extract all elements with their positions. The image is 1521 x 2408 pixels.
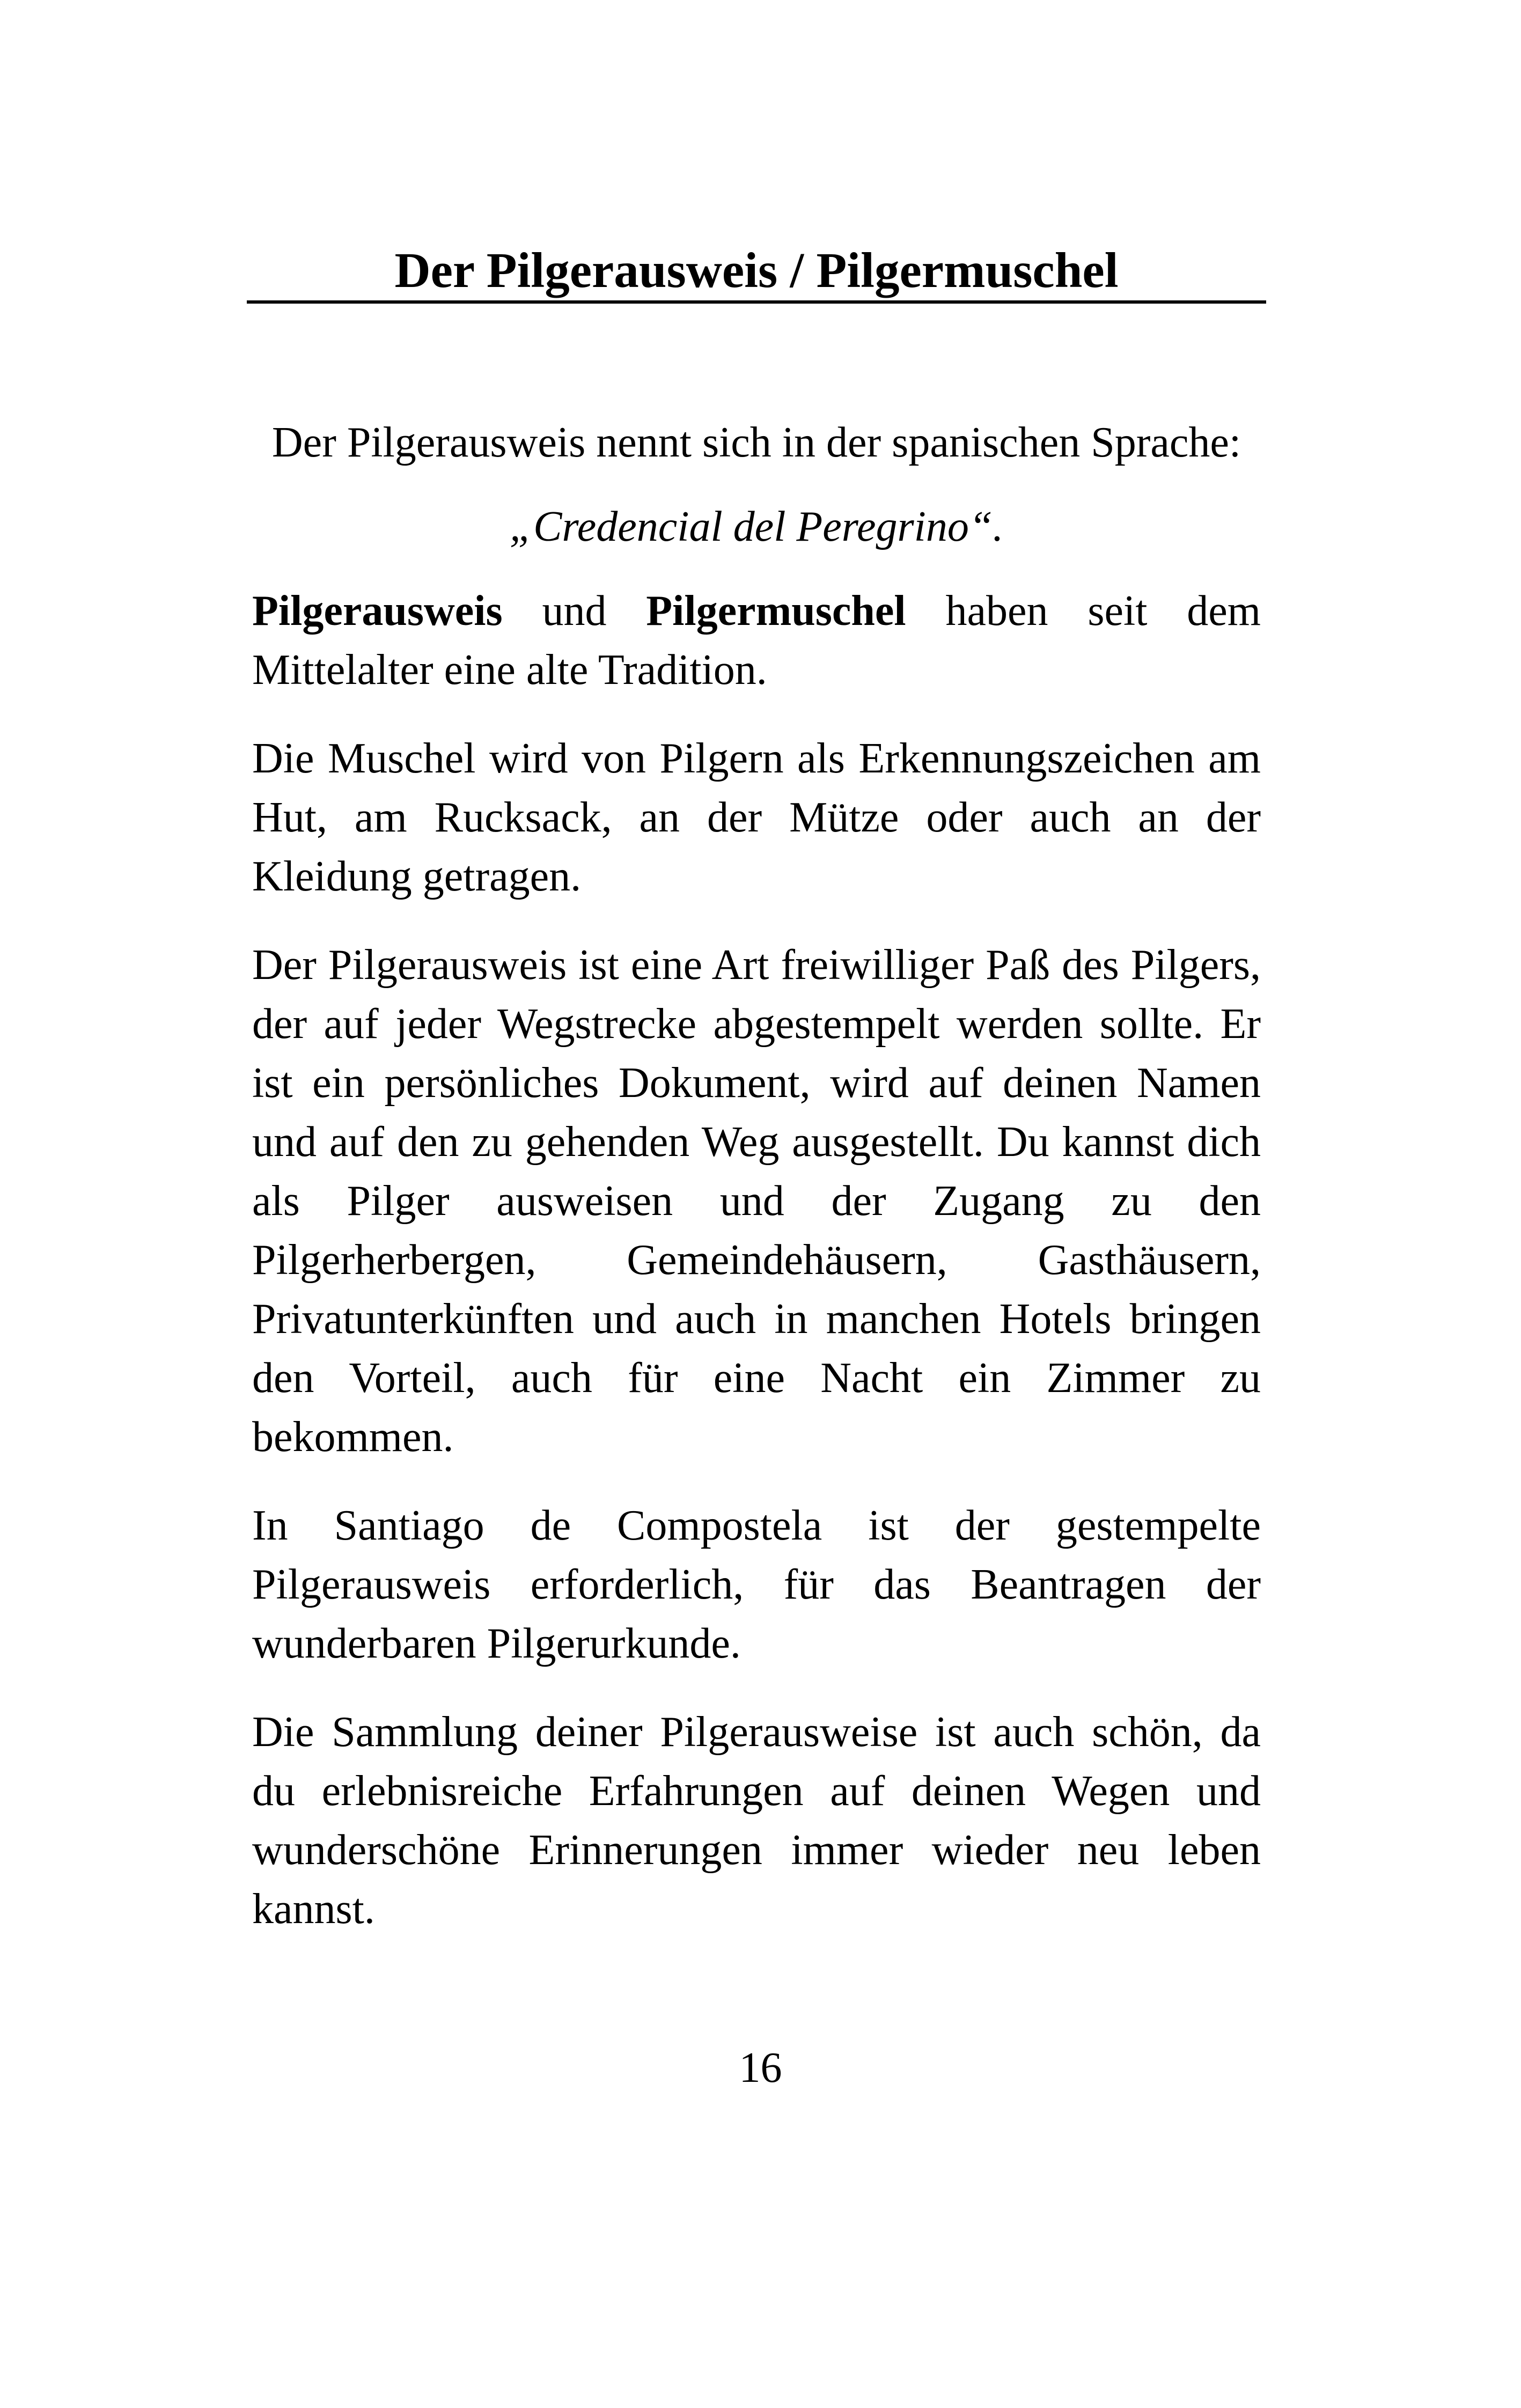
paragraph-tradition-text-1: und [502,587,646,635]
intro-line: Der Pilgerausweis nennt sich in der spanischen Sprache: [271,419,1241,466]
paragraph-muschel: Die Muschel wird von Pilgern als Erkennungszeichen am Hut, am Rucksack, an der Mütze oder auch an der Kleidung getragen. [252,735,1261,900]
paragraph-santiago: In Santiago de Compostela ist der gestempelte Pilgerausweis erforderlich, für das Beantragen der wunderbaren Pilgerurkunde. [252,1502,1261,1667]
title-underline [247,300,1266,304]
paragraph-tradition-text-2: haben seit dem Mittelalter eine alte Tradition. [252,587,1261,694]
term-pilgerausweis: Pilgerausweis [252,587,503,635]
term-pilgermuschel: Pilgermuschel [646,587,906,635]
paragraph-sammlung: Die Sammlung deiner Pilgerausweise ist auch schön, da du erlebnisreiche Erfahrungen auf deinen Wegen und wunderschöne Erinnerungen immer wieder neu leben kannst. [252,1709,1261,1933]
page-number: 16 [739,2044,782,2092]
paragraph-tradition [252,581,1261,699]
page-title: Der Pilgerausweis / Pilgermuschel [394,243,1119,298]
page-body [252,413,1261,1968]
spanish-term-quote: „Credencial del Peregrino“. [509,503,1004,550]
paragraph-pilgerausweis: Der Pilgerausweis ist eine Art freiwilliger Paß des Pilgers, der auf jeder Wegstrecke abgestempelt werden sollte. Er ist ein persönliches Dokument, wird auf deinen Namen und auf den zu gehenden Weg ausgestellt. Du kannst dich als Pilger ausweisen und der Zugang zu den Pilgerherbergen, Gemeindehäusern, Gasthäusern, Privatunterkünften und auch in manchen Hotels bringen den Vorteil, auch für eine Nacht ein Zimmer zu bekommen. [252,941,1261,1461]
